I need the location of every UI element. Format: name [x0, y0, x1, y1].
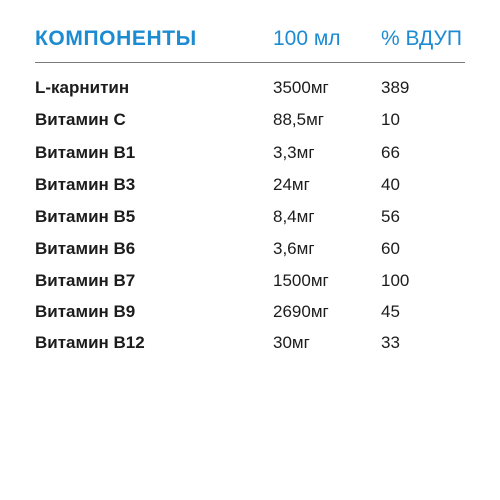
component-amount: 3500мг	[273, 78, 329, 97]
component-name: Витамин В5	[35, 207, 136, 226]
component-daily-value: 60	[381, 239, 400, 258]
component-amount: 24мг	[273, 175, 310, 194]
component-name: Витамин В7	[35, 271, 136, 290]
component-name: Витамин В9	[35, 302, 136, 321]
component-name: Витамин В3	[35, 175, 136, 194]
table-row	[0, 108, 500, 136]
component-name: Витамин В6	[35, 239, 136, 258]
component-daily-value: 66	[381, 143, 400, 162]
component-daily-value: 33	[381, 333, 400, 352]
component-amount: 3,6мг	[273, 239, 315, 258]
table-row	[0, 269, 500, 297]
component-amount: 88,5мг	[273, 110, 324, 129]
component-daily-value: 389	[381, 78, 410, 97]
component-daily-value: 45	[381, 302, 400, 321]
component-daily-value: 10	[381, 110, 400, 129]
component-name: Витамин В12	[35, 333, 145, 352]
header-divider	[35, 62, 465, 63]
table-row	[0, 237, 500, 265]
table-row	[0, 141, 500, 169]
component-daily-value: 40	[381, 175, 400, 194]
component-amount: 30мг	[273, 333, 310, 352]
header-per-100ml: 100 мл	[273, 27, 341, 50]
component-amount: 8,4мг	[273, 207, 315, 226]
table-row	[0, 331, 500, 359]
table-row	[0, 300, 500, 328]
table-row	[0, 205, 500, 233]
component-name: L-карнитин	[35, 78, 130, 97]
component-daily-value: 100	[381, 271, 410, 290]
header-components: КОМПОНЕНТЫ	[35, 27, 197, 50]
component-amount: 2690мг	[273, 302, 329, 321]
component-daily-value: 56	[381, 207, 400, 226]
component-name: Витамин В1	[35, 143, 136, 162]
table-header	[0, 0, 500, 62]
component-amount: 1500мг	[273, 271, 329, 290]
header-daily-value: % ВДУП	[381, 27, 462, 50]
component-name: Витамин С	[35, 110, 126, 129]
component-amount: 3,3мг	[273, 143, 315, 162]
table-row	[0, 173, 500, 201]
table-row	[0, 76, 500, 104]
